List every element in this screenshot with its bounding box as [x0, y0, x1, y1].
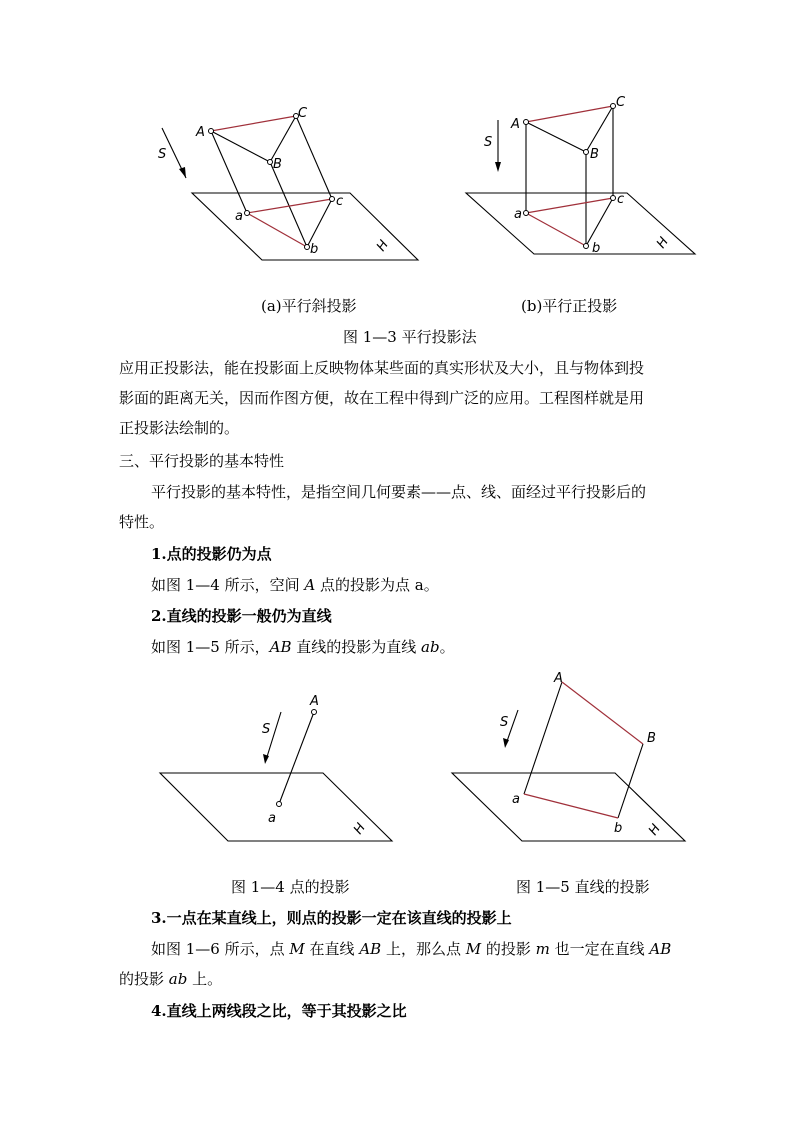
label-B: B [273, 157, 282, 172]
label-b: b [614, 821, 623, 836]
label-H: H [653, 234, 672, 252]
label-S: S [262, 722, 271, 737]
label-B: B [647, 731, 656, 746]
label-c: c [617, 192, 625, 207]
label-b: b [592, 241, 601, 256]
label-b: b [310, 242, 319, 257]
label-a: a [514, 207, 522, 222]
label-A: A [554, 671, 563, 686]
item2-heading: 2.直线的投影一般仍为直线 [151, 607, 332, 625]
item2-text: 如图 1—5 所示，AB 直线的投影为直线 ab。 [151, 638, 455, 656]
direction-s-arrowhead [263, 754, 269, 764]
label-H: H [350, 820, 369, 838]
label-a: a [268, 811, 276, 826]
label-C: C [298, 106, 308, 121]
figure-1-3-caption: 图 1—3 平行投影法 [343, 328, 477, 346]
item3-heading: 3.一点在某直线上，则点的投影一定在该直线的投影上 [151, 909, 512, 927]
figure-1-3b [466, 95, 695, 256]
label-H: H [373, 237, 392, 255]
label-a: a [512, 792, 520, 807]
figure-1-3a [158, 106, 418, 260]
label-S: S [484, 135, 493, 150]
label-S: S [500, 715, 509, 730]
label-A: A [511, 117, 520, 132]
figure-1-5-caption: 图 1—5 直线的投影 [516, 878, 650, 896]
label-H: H [645, 821, 664, 839]
label-a: a [235, 209, 243, 224]
figure-1-3 [0, 0, 794, 330]
figure-1-4 [160, 694, 392, 841]
figure-1-4-caption: 图 1—4 点的投影 [231, 878, 350, 896]
para2-line1: 平行投影的基本特性，是指空间几何要素——点、线、面经过平行投影后的 [151, 483, 647, 501]
figure-1-5 [452, 671, 685, 841]
item4-heading: 4.直线上两线段之比，等于其投影之比 [151, 1002, 407, 1020]
figures-1-4-1-5 [0, 660, 794, 875]
para1-line1: 应用正投影法，能在投影面上反映物体某些面的真实形状及大小，且与物体到投 [119, 359, 645, 377]
para1-line3: 正投影法绘制的。 [119, 419, 240, 437]
item1-heading: 1.点的投影仍为点 [151, 545, 272, 563]
label-A: A [310, 694, 319, 709]
para2-line2: 特性。 [119, 513, 165, 531]
item1-text: 如图 1—4 所示，空间 A 点的投影为点 a。 [151, 576, 439, 594]
caption-1-3a: (a)平行斜投影 [261, 297, 357, 315]
label-C: C [616, 95, 626, 110]
item3-line2: 的投影 ab 上。 [119, 970, 223, 988]
label-c: c [336, 194, 344, 209]
direction-s-arrowhead-b [495, 162, 501, 172]
item3-line1: 如图 1—6 所示，点 M 在直线 AB 上，那么点 M 的投影 m 也一定在直线 AB [151, 940, 672, 958]
label-S: S [158, 147, 167, 162]
label-A: A [196, 125, 205, 140]
label-B: B [590, 147, 599, 162]
section-3-heading: 三、平行投影的基本特性 [119, 452, 285, 470]
caption-1-3b: (b)平行正投影 [521, 297, 618, 315]
para1-line2: 影面的距离无关，因而作图方便，故在工程中得到广泛的应用。工程图样就是用 [119, 389, 645, 407]
direction-s-arrowhead-a [179, 167, 186, 178]
